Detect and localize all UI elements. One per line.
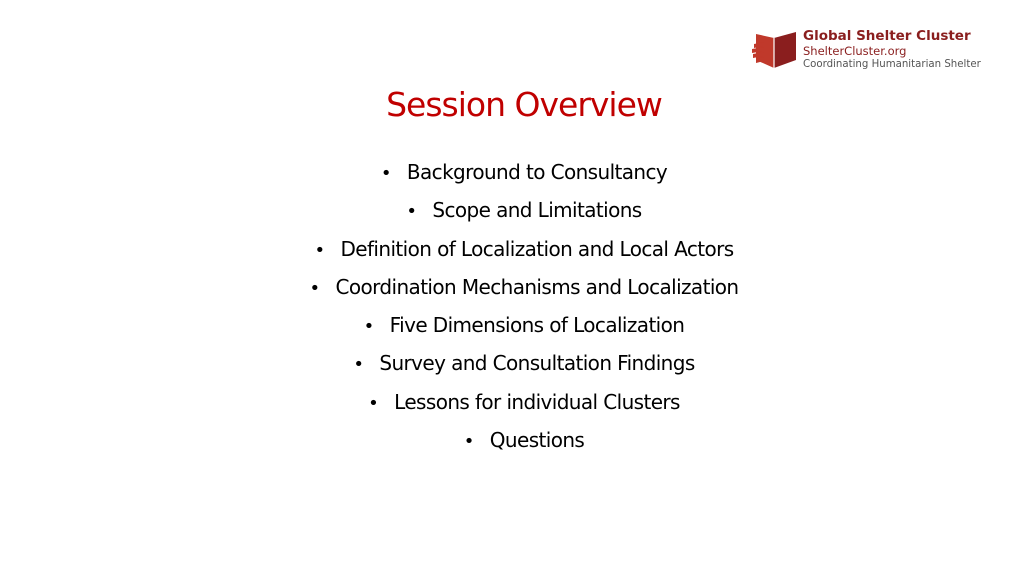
bullet-item [0,191,1024,229]
bullet-text: Survey and Consultation Findings [379,351,695,376]
bullet-dot-icon: • [368,392,379,414]
bullet-dot-icon: • [363,316,374,338]
bullet-text: Definition of Localization and Local Actors [340,236,734,261]
bullet-text: Five Dimensions of Localization [389,313,685,338]
bullet-item [0,306,1024,344]
bullet-item [0,153,1024,191]
bullet-dot-icon: • [463,431,474,453]
logo-title: Global Shelter Cluster [803,28,971,44]
bullet-item [0,383,1024,421]
logo-url: ShelterCluster.org [803,44,907,58]
bullet-dot-icon: • [353,354,364,376]
bullet-dot-icon: • [380,163,391,184]
bullet-dot-icon: • [406,201,417,223]
bullet-text: Scope and Limitations [432,198,642,223]
hands-shelter-logo-icon [752,30,798,70]
global-shelter-cluster-logo [752,28,1002,74]
slide-title: Session Overview [386,85,662,124]
bullet-item [0,268,1024,306]
bullet-text: Questions [489,428,585,453]
bullet-text: Lessons for individual Clusters [394,389,680,414]
bullet-list [0,153,1024,459]
bullet-item [0,344,1024,382]
bullet-item [0,230,1024,268]
bullet-text: Coordination Mechanisms and Localization [335,274,739,299]
bullet-item [0,421,1024,459]
logo-tagline: Coordinating Humanitarian Shelter [803,59,981,70]
bullet-text: Background to Consultancy [406,160,668,184]
logo-text [803,28,1003,71]
bullet-dot-icon: • [314,239,325,261]
bullet-dot-icon: • [309,277,320,299]
